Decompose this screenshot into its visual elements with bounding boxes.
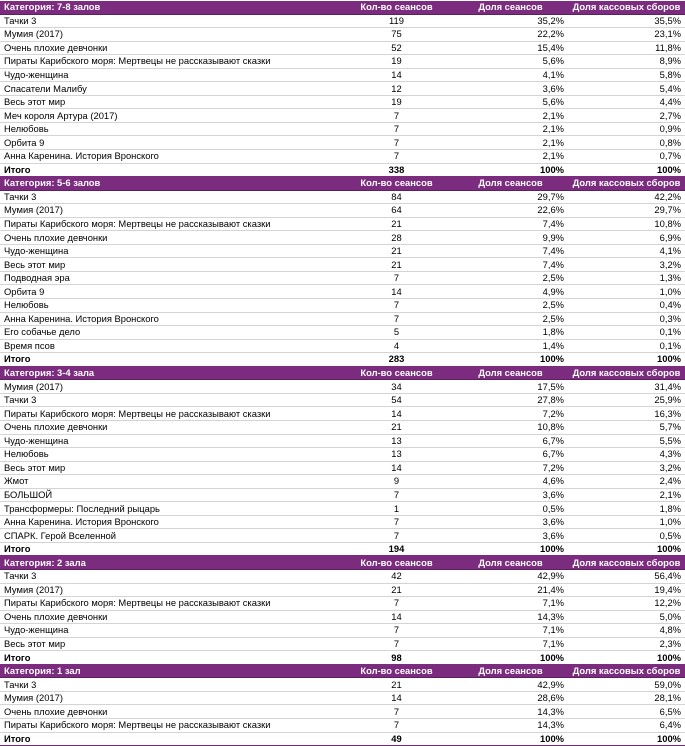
- boxoffice-share: 0,1%: [568, 326, 685, 340]
- column-header-boxoffice-share: Доля кассовых сборов: [568, 177, 685, 191]
- film-title: Время псов: [0, 339, 340, 353]
- session-share: 35,2%: [453, 14, 568, 28]
- boxoffice-share: 6,5%: [568, 705, 685, 719]
- sessions-count: 7: [340, 122, 453, 136]
- session-share: 1,8%: [453, 326, 568, 340]
- sessions-count: 21: [340, 583, 453, 597]
- category-title: Категория: 7-8 залов: [0, 1, 340, 14]
- sessions-count: 19: [340, 95, 453, 109]
- sessions-count: 14: [340, 461, 453, 475]
- sessions-count: 7: [340, 718, 453, 732]
- table-row: [0, 380, 685, 394]
- total-sessions: 194: [340, 542, 453, 556]
- total-row: [0, 732, 685, 746]
- film-title: Весь этот мир: [0, 637, 340, 651]
- total-sessions: 283: [340, 353, 453, 367]
- sessions-count: 14: [340, 610, 453, 624]
- table-row: [0, 312, 685, 326]
- film-title: Анна Каренина. История Вронского: [0, 150, 340, 164]
- total-boxoffice-share: 100%: [568, 163, 685, 177]
- session-share: 2,5%: [453, 299, 568, 313]
- boxoffice-share: 42,2%: [568, 190, 685, 204]
- session-share: 17,5%: [453, 380, 568, 394]
- boxoffice-share: 2,1%: [568, 488, 685, 502]
- film-title: Весь этот мир: [0, 258, 340, 272]
- boxoffice-share: 5,5%: [568, 434, 685, 448]
- boxoffice-share: 28,1%: [568, 691, 685, 705]
- session-share: 42,9%: [453, 569, 568, 583]
- film-title: Очень плохие девчонки: [0, 231, 340, 245]
- session-share: 6,7%: [453, 448, 568, 462]
- sessions-count: 7: [340, 488, 453, 502]
- film-title: Чудо-женщина: [0, 244, 340, 258]
- sessions-count: 7: [340, 312, 453, 326]
- session-share: 22,2%: [453, 28, 568, 42]
- session-share: 4,9%: [453, 285, 568, 299]
- total-boxoffice-share: 100%: [568, 651, 685, 665]
- table-row: [0, 610, 685, 624]
- film-title: Пираты Карибского моря: Мертвецы не рассказывают сказки: [0, 718, 340, 732]
- table-row: [0, 285, 685, 299]
- sessions-count: 4: [340, 339, 453, 353]
- column-header-sessions: Кол-во сеансов: [340, 177, 453, 191]
- film-title: Мумия (2017): [0, 28, 340, 42]
- sessions-count: 21: [340, 258, 453, 272]
- sessions-count: 21: [340, 217, 453, 231]
- film-title: Нелюбовь: [0, 448, 340, 462]
- category-header: [0, 664, 685, 678]
- table-row: [0, 231, 685, 245]
- film-title: Мумия (2017): [0, 691, 340, 705]
- total-row: [0, 542, 685, 556]
- boxoffice-share: 5,7%: [568, 420, 685, 434]
- session-share: 7,4%: [453, 258, 568, 272]
- column-header-sessions: Кол-во сеансов: [340, 664, 453, 678]
- boxoffice-share: 59,0%: [568, 678, 685, 692]
- table-row: [0, 150, 685, 164]
- session-share: 3,6%: [453, 82, 568, 96]
- sessions-count: 7: [340, 109, 453, 123]
- table-row: [0, 136, 685, 150]
- boxoffice-share: 25,9%: [568, 393, 685, 407]
- film-title: Мумия (2017): [0, 204, 340, 218]
- table-row: [0, 204, 685, 218]
- category-header: [0, 1, 685, 14]
- film-title: Мумия (2017): [0, 583, 340, 597]
- session-share: 0,5%: [453, 502, 568, 516]
- film-title: Тачки 3: [0, 678, 340, 692]
- film-title: Нелюбовь: [0, 299, 340, 313]
- sessions-count: 5: [340, 326, 453, 340]
- sessions-count: 14: [340, 407, 453, 421]
- total-row: [0, 353, 685, 367]
- sessions-count: 7: [340, 597, 453, 611]
- session-share: 5,6%: [453, 95, 568, 109]
- table-row: [0, 420, 685, 434]
- boxoffice-share: 29,7%: [568, 204, 685, 218]
- boxoffice-share: 0,8%: [568, 136, 685, 150]
- column-header-session-share: Доля сеансов: [453, 664, 568, 678]
- boxoffice-share: 1,0%: [568, 515, 685, 529]
- column-header-sessions: Кол-во сеансов: [340, 556, 453, 570]
- sessions-count: 119: [340, 14, 453, 28]
- boxoffice-share: 1,0%: [568, 285, 685, 299]
- boxoffice-share: 56,4%: [568, 569, 685, 583]
- total-boxoffice-share: 100%: [568, 732, 685, 746]
- film-title: Очень плохие девчонки: [0, 610, 340, 624]
- total-row: [0, 651, 685, 665]
- table-row: [0, 122, 685, 136]
- film-title: Тачки 3: [0, 14, 340, 28]
- session-share: 21,4%: [453, 583, 568, 597]
- category-header: [0, 556, 685, 570]
- session-share: 42,9%: [453, 678, 568, 692]
- session-share: 9,9%: [453, 231, 568, 245]
- boxoffice-share: 6,4%: [568, 718, 685, 732]
- boxoffice-share: 4,1%: [568, 244, 685, 258]
- total-session-share: 100%: [453, 542, 568, 556]
- sessions-count: 64: [340, 204, 453, 218]
- sessions-count: 13: [340, 448, 453, 462]
- session-share: 2,5%: [453, 271, 568, 285]
- session-share: 14,3%: [453, 718, 568, 732]
- total-session-share: 100%: [453, 732, 568, 746]
- session-share: 2,1%: [453, 122, 568, 136]
- table-row: [0, 95, 685, 109]
- total-label: Итого: [0, 353, 340, 367]
- sessions-count: 12: [340, 82, 453, 96]
- total-sessions: 338: [340, 163, 453, 177]
- film-title: Анна Каренина. История Вронского: [0, 312, 340, 326]
- boxoffice-share: 16,3%: [568, 407, 685, 421]
- table-row: [0, 448, 685, 462]
- table-row: [0, 691, 685, 705]
- total-sessions: 98: [340, 651, 453, 665]
- boxoffice-share: 2,3%: [568, 637, 685, 651]
- sessions-count: 21: [340, 678, 453, 692]
- boxoffice-share: 1,3%: [568, 271, 685, 285]
- boxoffice-share: 2,4%: [568, 475, 685, 489]
- column-header-boxoffice-share: Доля кассовых сборов: [568, 1, 685, 14]
- sessions-count: 34: [340, 380, 453, 394]
- film-title: Очень плохие девчонки: [0, 420, 340, 434]
- table-row: [0, 217, 685, 231]
- total-label: Итого: [0, 651, 340, 665]
- table-row: [0, 529, 685, 543]
- column-header-session-share: Доля сеансов: [453, 1, 568, 14]
- film-title: Пираты Карибского моря: Мертвецы не рассказывают сказки: [0, 217, 340, 231]
- table-row: [0, 718, 685, 732]
- total-session-share: 100%: [453, 163, 568, 177]
- sessions-count: 54: [340, 393, 453, 407]
- session-share: 4,6%: [453, 475, 568, 489]
- session-share: 7,1%: [453, 637, 568, 651]
- sessions-count: 84: [340, 190, 453, 204]
- total-boxoffice-share: 100%: [568, 542, 685, 556]
- sessions-count: 52: [340, 41, 453, 55]
- film-title: СПАРК. Герой Вселенной: [0, 529, 340, 543]
- boxoffice-share: 1,8%: [568, 502, 685, 516]
- column-header-sessions: Кол-во сеансов: [340, 366, 453, 380]
- film-title: Весь этот мир: [0, 461, 340, 475]
- table-row: [0, 624, 685, 638]
- boxoffice-share: 12,2%: [568, 597, 685, 611]
- session-share: 27,8%: [453, 393, 568, 407]
- column-header-session-share: Доля сеансов: [453, 366, 568, 380]
- category-header: [0, 366, 685, 380]
- table-row: [0, 515, 685, 529]
- table-row: [0, 14, 685, 28]
- table-row: [0, 461, 685, 475]
- session-share: 10,8%: [453, 420, 568, 434]
- total-label: Итого: [0, 542, 340, 556]
- film-title: Трансформеры: Последний рыцарь: [0, 502, 340, 516]
- table-row: [0, 502, 685, 516]
- total-session-share: 100%: [453, 651, 568, 665]
- boxoffice-share: 3,2%: [568, 461, 685, 475]
- film-title: Очень плохие девчонки: [0, 705, 340, 719]
- table-row: [0, 597, 685, 611]
- session-share: 5,6%: [453, 55, 568, 69]
- session-share: 29,7%: [453, 190, 568, 204]
- film-title: Подводная эра: [0, 271, 340, 285]
- boxoffice-share: 2,7%: [568, 109, 685, 123]
- session-share: 15,4%: [453, 41, 568, 55]
- table-row: [0, 41, 685, 55]
- film-title: Пираты Карибского моря: Мертвецы не рассказывают сказки: [0, 407, 340, 421]
- sessions-count: 7: [340, 515, 453, 529]
- sessions-count: 19: [340, 55, 453, 69]
- boxoffice-share: 6,9%: [568, 231, 685, 245]
- session-share: 3,6%: [453, 515, 568, 529]
- table-row: [0, 434, 685, 448]
- column-header-session-share: Доля сеансов: [453, 177, 568, 191]
- boxoffice-share: 35,5%: [568, 14, 685, 28]
- category-title: Категория: 2 зала: [0, 556, 340, 570]
- table-row: [0, 271, 685, 285]
- column-header-boxoffice-share: Доля кассовых сборов: [568, 556, 685, 570]
- session-share: 7,4%: [453, 217, 568, 231]
- boxoffice-share: 3,2%: [568, 258, 685, 272]
- sessions-count: 21: [340, 244, 453, 258]
- table-row: [0, 326, 685, 340]
- session-share: 7,1%: [453, 597, 568, 611]
- boxoffice-share: 5,8%: [568, 68, 685, 82]
- table-row: [0, 258, 685, 272]
- boxoffice-share: 31,4%: [568, 380, 685, 394]
- film-title: Орбита 9: [0, 285, 340, 299]
- film-title: Его собачье дело: [0, 326, 340, 340]
- table-row: [0, 68, 685, 82]
- sessions-count: 14: [340, 68, 453, 82]
- category-title: Категория: 5-6 залов: [0, 177, 340, 191]
- table-row: [0, 637, 685, 651]
- boxoffice-share: 4,8%: [568, 624, 685, 638]
- session-share: 7,2%: [453, 461, 568, 475]
- sessions-count: 7: [340, 624, 453, 638]
- sessions-count: 7: [340, 271, 453, 285]
- film-title: Жмот: [0, 475, 340, 489]
- total-row: [0, 163, 685, 177]
- film-title: Чудо-женщина: [0, 434, 340, 448]
- sessions-count: 9: [340, 475, 453, 489]
- boxoffice-share: 0,9%: [568, 122, 685, 136]
- film-title: Чудо-женщина: [0, 624, 340, 638]
- session-share: 22,6%: [453, 204, 568, 218]
- sessions-count: 7: [340, 529, 453, 543]
- table-row: [0, 488, 685, 502]
- sessions-count: 14: [340, 691, 453, 705]
- sessions-count: 1: [340, 502, 453, 516]
- table-row: [0, 28, 685, 42]
- sessions-count: 28: [340, 231, 453, 245]
- film-title: Тачки 3: [0, 393, 340, 407]
- table-row: [0, 109, 685, 123]
- session-share: 2,1%: [453, 109, 568, 123]
- table-row: [0, 82, 685, 96]
- category-title: Категория: 3-4 зала: [0, 366, 340, 380]
- boxoffice-share: 0,7%: [568, 150, 685, 164]
- column-header-sessions: Кол-во сеансов: [340, 1, 453, 14]
- session-share: 6,7%: [453, 434, 568, 448]
- film-title: БОЛЬШОЙ: [0, 488, 340, 502]
- total-session-share: 100%: [453, 353, 568, 367]
- table-row: [0, 299, 685, 313]
- boxoffice-share: 5,4%: [568, 82, 685, 96]
- category-title: Категория: 1 зал: [0, 664, 340, 678]
- boxoffice-share: 8,9%: [568, 55, 685, 69]
- boxoffice-share: 0,5%: [568, 529, 685, 543]
- film-title: Орбита 9: [0, 136, 340, 150]
- boxoffice-share: 0,4%: [568, 299, 685, 313]
- session-share: 28,6%: [453, 691, 568, 705]
- boxoffice-share: 4,4%: [568, 95, 685, 109]
- category-header: [0, 177, 685, 191]
- table-row: [0, 190, 685, 204]
- total-boxoffice-share: 100%: [568, 353, 685, 367]
- sessions-count: 75: [340, 28, 453, 42]
- boxoffice-share: 0,1%: [568, 339, 685, 353]
- session-share: 2,1%: [453, 150, 568, 164]
- sessions-count: 21: [340, 420, 453, 434]
- session-share: 2,5%: [453, 312, 568, 326]
- film-title: Нелюбовь: [0, 122, 340, 136]
- session-share: 7,1%: [453, 624, 568, 638]
- sessions-count: 42: [340, 569, 453, 583]
- table-row: [0, 244, 685, 258]
- table-row: [0, 678, 685, 692]
- session-share: 3,6%: [453, 529, 568, 543]
- sessions-count: 14: [340, 285, 453, 299]
- boxoffice-share: 5,0%: [568, 610, 685, 624]
- boxoffice-share: 11,8%: [568, 41, 685, 55]
- sessions-count: 7: [340, 150, 453, 164]
- session-share: 7,4%: [453, 244, 568, 258]
- film-title: Спасатели Малибу: [0, 82, 340, 96]
- boxoffice-share: 19,4%: [568, 583, 685, 597]
- sessions-count: 7: [340, 637, 453, 651]
- film-title: Очень плохие девчонки: [0, 41, 340, 55]
- table-row: [0, 339, 685, 353]
- boxoffice-share: 0,3%: [568, 312, 685, 326]
- session-share: 14,3%: [453, 705, 568, 719]
- column-header-boxoffice-share: Доля кассовых сборов: [568, 366, 685, 380]
- session-share: 2,1%: [453, 136, 568, 150]
- session-share: 3,6%: [453, 488, 568, 502]
- sessions-count: 7: [340, 705, 453, 719]
- boxoffice-share: 23,1%: [568, 28, 685, 42]
- table-row: [0, 407, 685, 421]
- film-title: Чудо-женщина: [0, 68, 340, 82]
- table-row: [0, 583, 685, 597]
- total-label: Итого: [0, 732, 340, 746]
- table-row: [0, 393, 685, 407]
- total-sessions: 49: [340, 732, 453, 746]
- total-label: Итого: [0, 163, 340, 177]
- film-title: Мумия (2017): [0, 380, 340, 394]
- table-row: [0, 55, 685, 69]
- sessions-count: 7: [340, 136, 453, 150]
- box-office-table: [0, 1, 685, 746]
- film-title: Весь этот мир: [0, 95, 340, 109]
- film-title: Пираты Карибского моря: Мертвецы не рассказывают сказки: [0, 55, 340, 69]
- boxoffice-share: 4,3%: [568, 448, 685, 462]
- film-title: Пираты Карибского моря: Мертвецы не рассказывают сказки: [0, 597, 340, 611]
- session-share: 1,4%: [453, 339, 568, 353]
- table-row: [0, 705, 685, 719]
- film-title: Анна Каренина. История Вронского: [0, 515, 340, 529]
- boxoffice-share: 10,8%: [568, 217, 685, 231]
- film-title: Тачки 3: [0, 569, 340, 583]
- film-title: Меч короля Артура (2017): [0, 109, 340, 123]
- session-share: 4,1%: [453, 68, 568, 82]
- film-title: Тачки 3: [0, 190, 340, 204]
- table-row: [0, 475, 685, 489]
- column-header-boxoffice-share: Доля кассовых сборов: [568, 664, 685, 678]
- column-header-session-share: Доля сеансов: [453, 556, 568, 570]
- session-share: 14,3%: [453, 610, 568, 624]
- session-share: 7,2%: [453, 407, 568, 421]
- sessions-count: 13: [340, 434, 453, 448]
- table-row: [0, 569, 685, 583]
- sessions-count: 7: [340, 299, 453, 313]
